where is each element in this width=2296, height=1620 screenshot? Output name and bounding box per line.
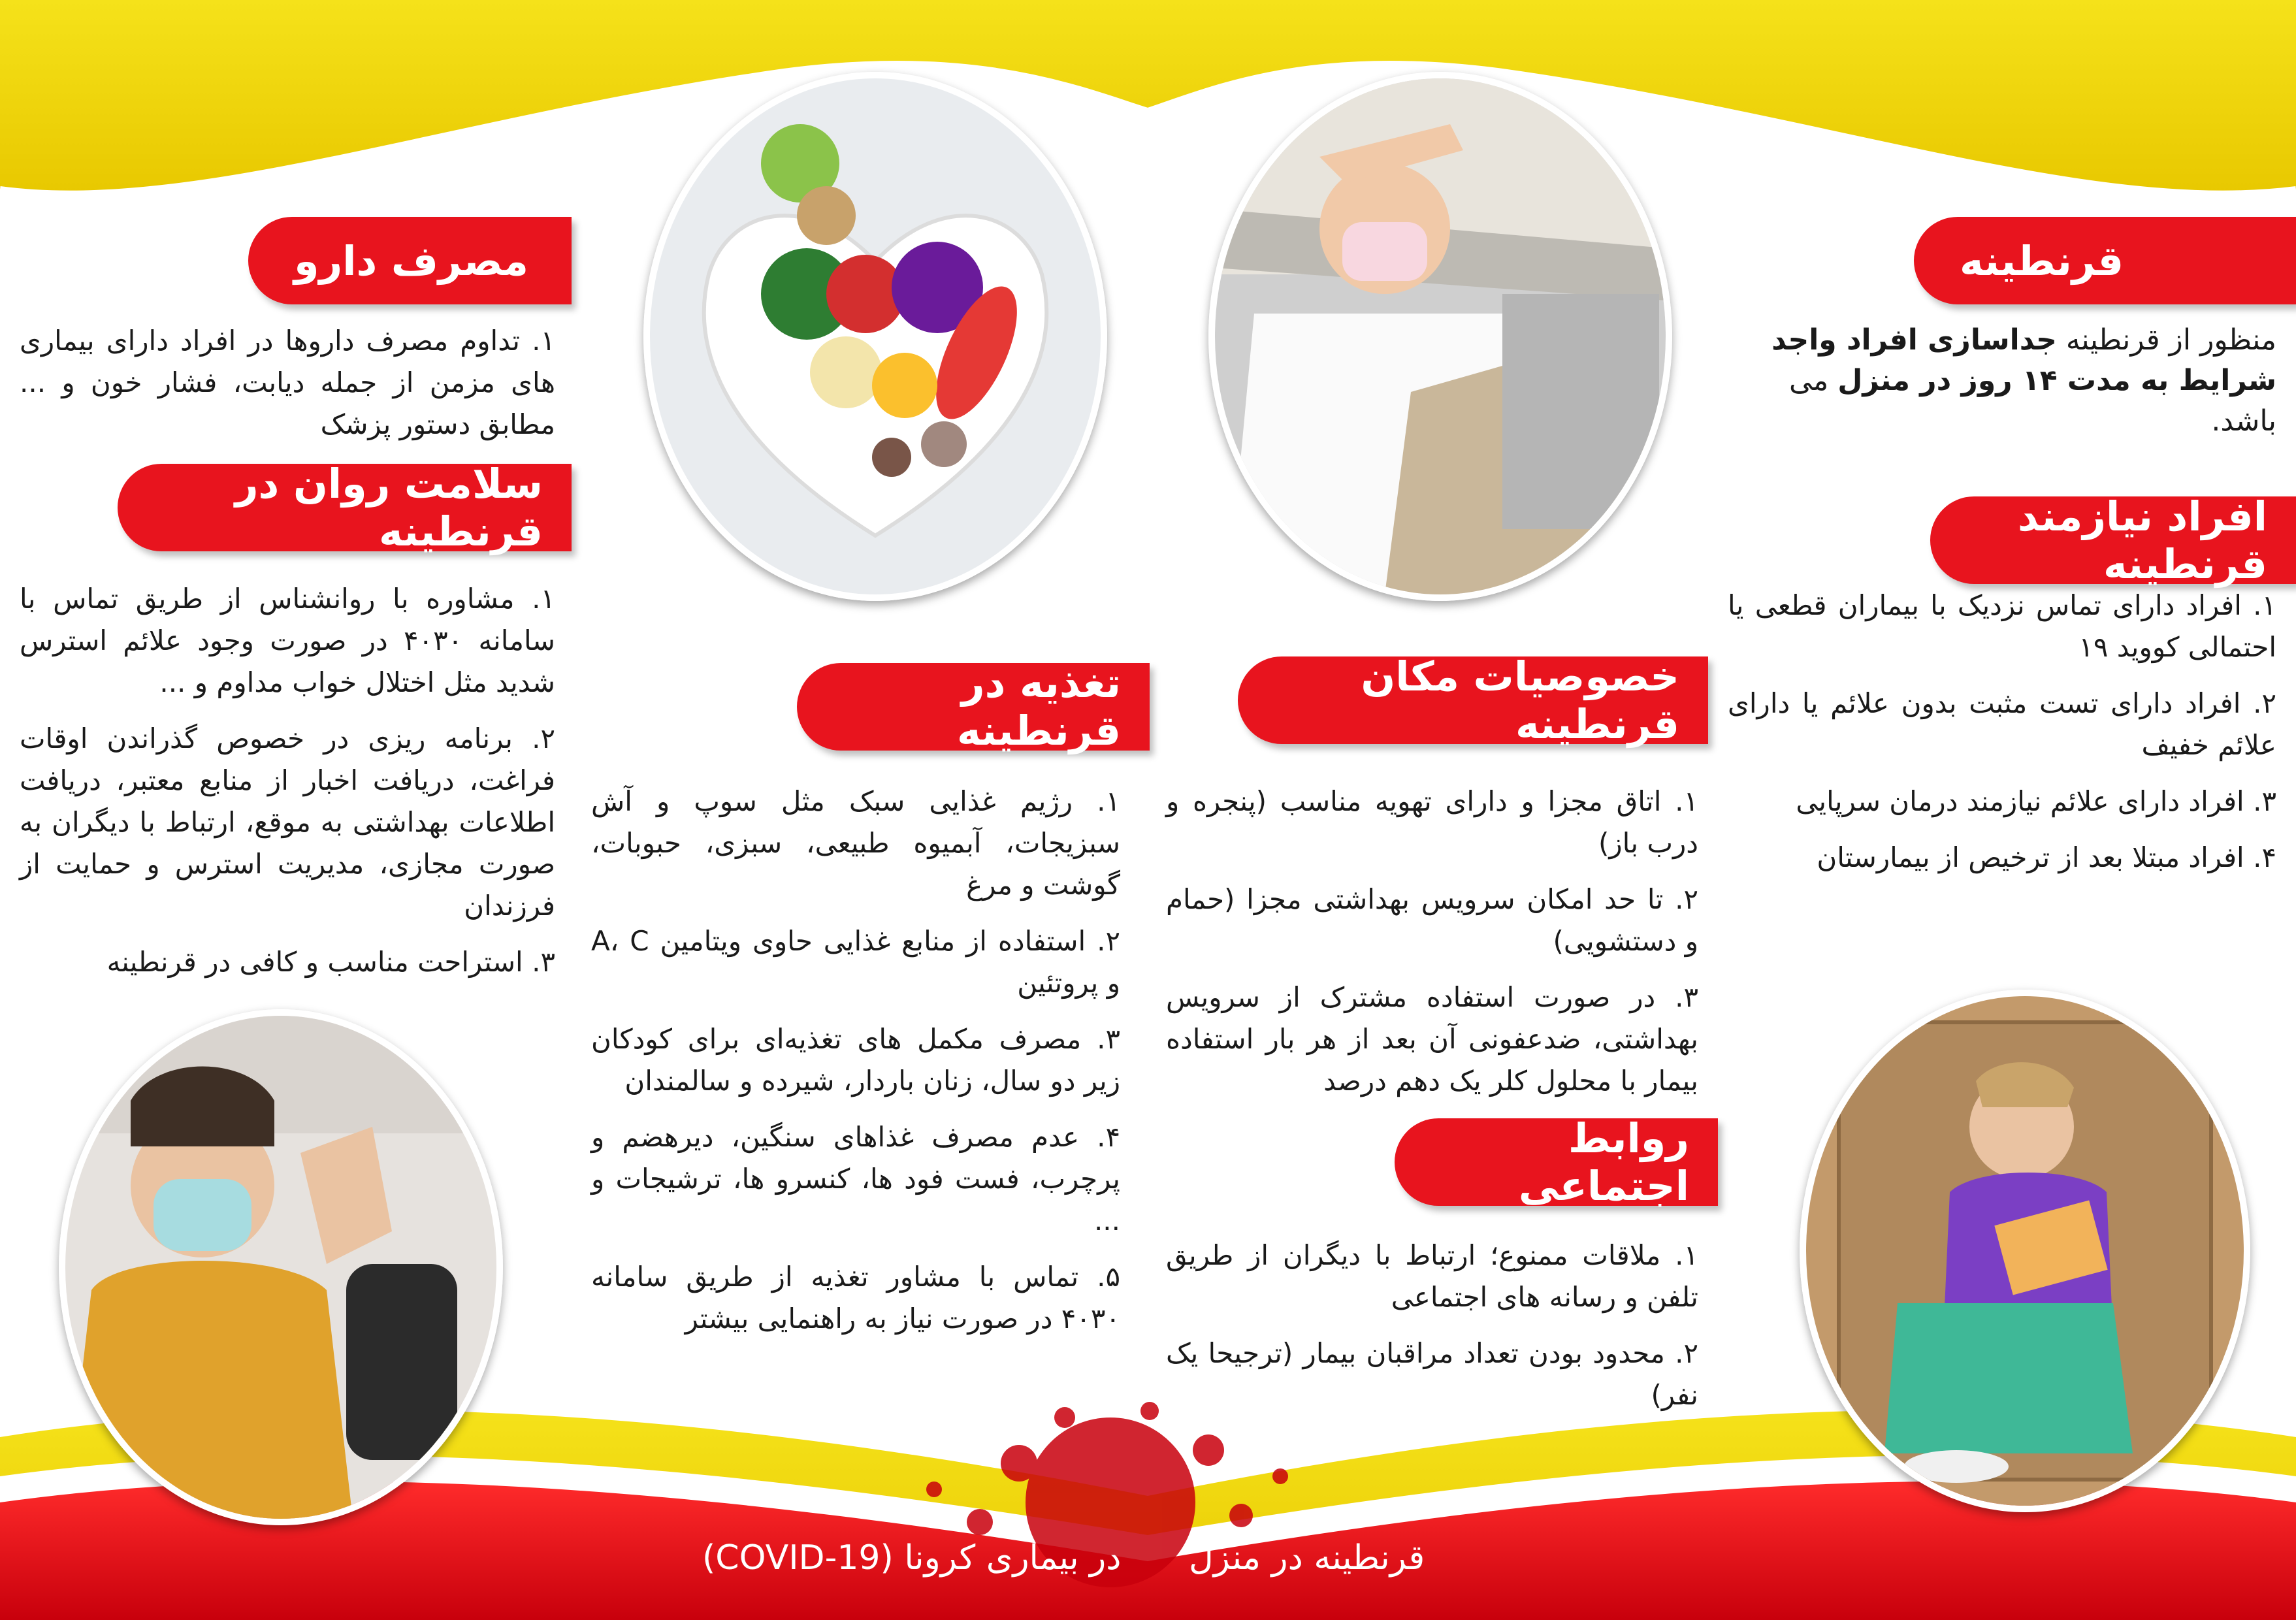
healthy-food-photo xyxy=(643,72,1107,601)
list-item: ۴. عدم مصرف غذاهای سنگین، دیرهضم و پرچرب، فست فود ها، کنسرو ها، ترشیجات و ... xyxy=(591,1121,1120,1237)
list-item: ۲. برنامه ریزی در خصوص گذراندن اوقات فراغت، دریافت اخبار از منابع معتبر، دریافت اطلاعات بهداشتی به موقع، ارتباط با دیگران به صورت مجازی، مدیریت استرس و حمایت از فرزندان xyxy=(20,722,555,922)
sick-man-photo xyxy=(1208,72,1672,601)
list-item: ۲. محدود بودن تعداد مراقبان بیمار (ترجیحا یک نفر) xyxy=(1166,1337,1698,1411)
list-item: ۲. استفاده از منابع غذایی حاوی ویتامین A، C و پروتئین xyxy=(591,925,1120,999)
nutrition-list xyxy=(591,781,1120,1354)
man-reading-photo xyxy=(1800,990,2250,1512)
mental-list xyxy=(20,578,555,997)
quarantine-intro-bold: جداسازی افراد واجد شرایط به مدت ۱۴ روز در منزل xyxy=(1771,323,2276,397)
man-stop-gesture-photo xyxy=(59,1009,503,1525)
list-item: ۱. مشاوره با روانشناس از طریق تماس با سامانه ۴۰۳۰ در صورت وجود علائم استرس شدید مثل اختلال خواب مداوم و ... xyxy=(20,583,555,698)
list-item: ۱. اتاق مجزا و دارای تهویه مناسب (پنجره و درب باز) xyxy=(1166,785,1698,859)
list-item: ۱. ملاقات ممنوع؛ ارتباط با دیگران از طریق تلفن و رسانه های اجتماعی xyxy=(1166,1239,1698,1313)
list-item: ۲. افراد دارای تست مثبت بدون علائم یا دارای علائم خفیف xyxy=(1728,687,2276,761)
medicine-list xyxy=(20,320,555,460)
section-title-needy: افراد نیازمند قرنطینه xyxy=(1930,496,2296,584)
list-item: ۳. در صورت استفاده مشترک از سرویس بهداشتی، ضدعفونی آن بعد از هر بار استفاده بیمار با محلول کلر یک دهم درصد xyxy=(1166,981,1698,1097)
list-item: ۳. استراحت مناسب و کافی در قرنطینه xyxy=(106,946,555,978)
section-title-medicine: مصرف دارو xyxy=(248,217,572,304)
section-title-nutrition: تغذیه در قرنطینه xyxy=(797,663,1150,751)
list-item: ۳. مصرف مکمل های تغذیه‌ای برای کودکان زیر دو سال، زنان باردار، شیرده و سالمندان xyxy=(591,1023,1120,1097)
list-item: ۵. تماس با مشاور تغذیه از طریق سامانه ۴۰۳۰ در صورت نیاز به راهنمایی بیشتر xyxy=(591,1261,1120,1335)
list-item: ۴. افراد مبتلا بعد از ترخیص از بیمارستان xyxy=(1817,841,2276,873)
list-item: ۱. رژیم غذایی سبک مثل سوپ و آش سبزیجات، آبمیوه طبیعی، سبزی، حبوبات، گوشت و مرغ xyxy=(591,785,1120,901)
section-title-quarantine: قرنطینه xyxy=(1914,217,2296,304)
section-title-mental: سلامت روان در قرنطینه xyxy=(118,464,572,551)
list-item: ۲. تا حد امکان سرویس بهداشتی مجزا (حمام و دستشویی) xyxy=(1166,883,1698,957)
social-list xyxy=(1166,1235,1698,1431)
needy-list xyxy=(1728,585,2276,893)
footer-title-left: قرنطینه در منزل xyxy=(1189,1538,1425,1578)
list-item: ۱. تداوم مصرف داروها در افراد دارای بیماری های مزمن از جمله دیابت، فشار خون و ... مطابق دستور پزشک xyxy=(20,325,555,440)
place-list xyxy=(1166,781,1698,1116)
quarantine-intro: منظور از قرنطینه جداسازی افراد واجد شرایط به مدت ۱۴ روز در منزل می باشد. xyxy=(1771,323,2276,438)
list-item: ۳. افراد دارای علائم نیازمند درمان سرپایی xyxy=(1796,785,2276,817)
section-title-social: روابط اجتماعی xyxy=(1395,1118,1718,1206)
section-title-place: خصوصیات مکان قرنطینه xyxy=(1238,656,1708,744)
footer-title-right: در بیماری کرونا (COVID-19) xyxy=(702,1538,1122,1578)
list-item: ۱. افراد دارای تماس نزدیک با بیماران قطعی یا احتمالی کووید ۱۹ xyxy=(1728,589,2276,663)
